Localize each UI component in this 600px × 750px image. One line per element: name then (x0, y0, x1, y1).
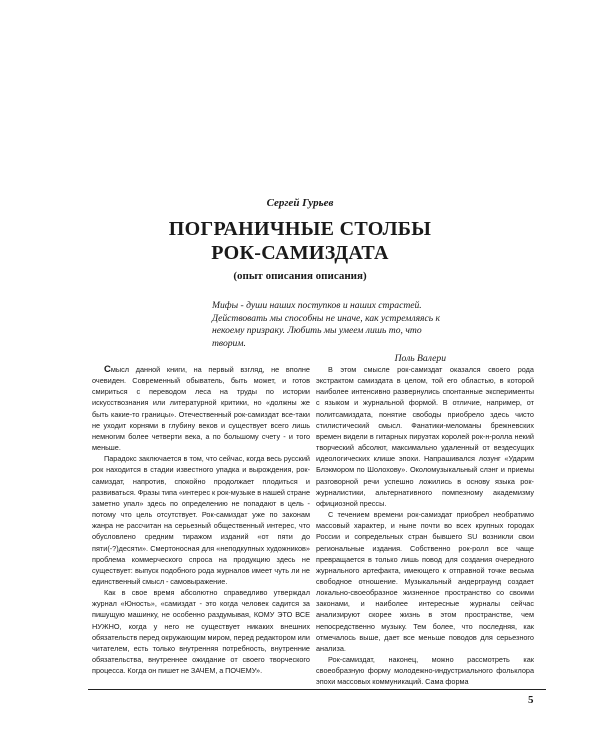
epigraph (212, 300, 452, 366)
drop-cap: С (104, 364, 111, 375)
right-column (316, 364, 534, 688)
left-paragraph-3: Как в свое время абсолютно справедливо утверждал журнал «Юность», «самиздат - это когда человек садится за пишущую машинку, не особенно раздумывая, КОМУ ЭТО ВСЕ НУЖНО, когда у него не существует никаких внешних обязательств перед окружающим миром, перед редактором или читателем, есть только внутренняя потребность, внутренние обязательства, внутреннее ожидание от своего творческого процесса. Когда он пишет не ЗАЧЕМ, а ПОЧЕМУ». (92, 588, 310, 676)
right-paragraph-3: Рок-самиздат, наконец, можно рассмотреть как своеобразную форму молодежно-индустриального фольклора эпохи массовых коммуникаций. Сама форма (316, 655, 534, 687)
left-paragraph-1-text: мысл данной книги, на первый взгляд, не вполне очевиден. Современный обыватель, быть может, и готов смириться с переводом леса на труды по истории искусствознания или литературной критики, но «должны же быть какие-то границы». Отечественный рок-самиздат все-таки не уходит корнями в глубину веков и существует всего лишь немногим более четверти века, а по большому счету - и того меньше. (92, 365, 310, 453)
left-paragraph-1 (92, 364, 310, 453)
subtitle: (опыт описания описания) (233, 270, 367, 282)
right-paragraph-2: С течением времени рок-самиздат приобрел необратимо массовый характер, и ныне почти во всех крупных городах России и сопредельных стран бывшего SU возникли свои региональные издания. Собственно рок-ролл все чаще превращается в только лишь повод для создания очередного журнального артефакта, имеющего к отправной точке весьма свободное отношение. Музыкальный андерграунд создает локально-своеобразное жизненное пространство со своими законами, и наиболее интересные журналы сейчас анализируют скорее жизнь в этом пространстве, чем непосредственно музыку. Тем более, что последняя, как отмечалось выше, дает все меньше поводов для серьезного анализа. (316, 510, 534, 653)
left-paragraph-2: Парадокс заключается в том, что сейчас, когда весь русский рок находится в стадии известного упадка и вырождения, рок-самиздат, напротив, спокойно продолжает плодиться и развиваться. Фразы типа «интерес к рок-музыке в нашей стране заметно упал» здесь по определению не попадают в цель - потому что цель отсутствует. Рок-самиздат уже по законам жанра не рассчитан на серьезный общественный интерес, что обусловлено средним тиражом изданий «от пяти до пяти(-?)десяти». Смертоносная для «неподкупных художников» проблема коммерческого спроса на продукцию здесь не существует: выпуск подобного рода журналов имеет чуть ли не единственный смысл - самовыражение. (92, 454, 311, 586)
author-name: Сергей Гурьев (266, 197, 334, 209)
right-paragraph-1: В этом смысле рок-самиздат оказался своего рода экстрактом самиздата в целом, той его областью, в которой наиболее интенсивно развернулись спонтанные эксперименты с языком и журнальной формой. В отличие, например, от политсамиздата, понятие свободы приобрело здесь чисто стилистический смысл. Фанатики-меломаны брежневских времен видели в гитарных пируэтах королей рок-н-ролла некий творческий абсолют, максимально удаленный от вездесущих идеологических клише эпохи. Напрашивался лозунг «Ударим Блэкмором по Шолохову». Околомузыкальный слэнг и приемы разговорной речи успешно ложились в основу языка рок-журналистики, альтернативного помпезному академизму официозной прессы. (316, 365, 534, 508)
title-line-2: РОК-САМИЗДАТА (211, 242, 389, 264)
page-number: 5 (528, 694, 534, 706)
title-line-1: ПОГРАНИЧНЫЕ СТОЛБЫ (168, 218, 432, 240)
footer-rule (88, 689, 546, 690)
epigraph-text: Мифы - души наших поступков и наших страстей. Действовать мы способны не иначе, как устремляясь к некоему призраку. Любить мы умеем лишь то, что творим. (212, 300, 441, 349)
epigraph-source: Поль Валери (394, 353, 446, 364)
left-column (92, 364, 310, 676)
